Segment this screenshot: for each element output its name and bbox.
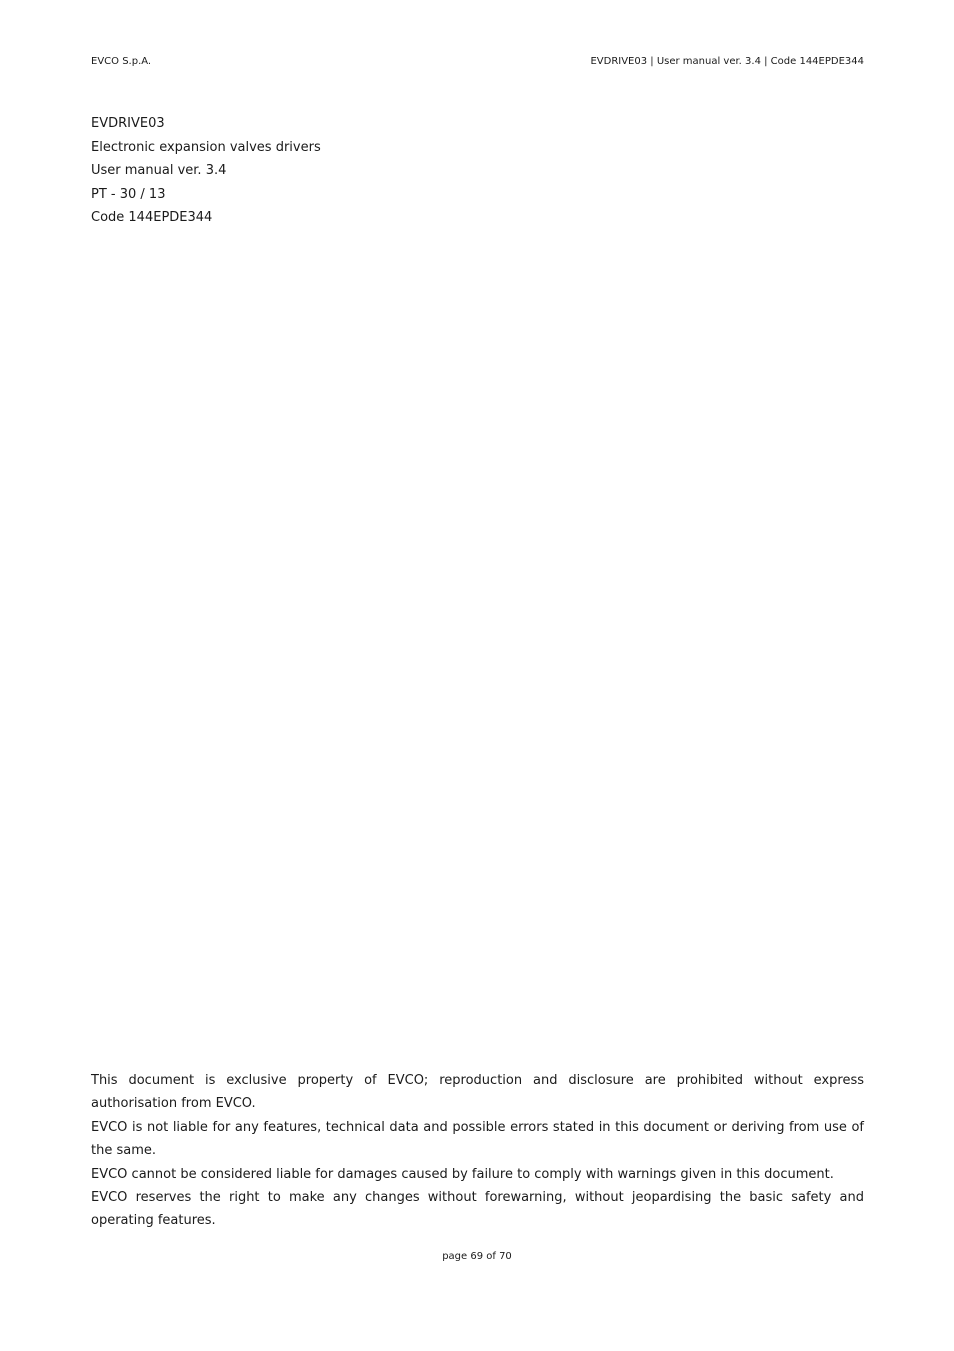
pt-number: PT - 30 / 13 [91,186,166,202]
header-document-ref: EVDRIVE03 | User manual ver. 3.4 | Code 144EPDE344 [590,56,864,67]
disclaimer [91,1069,864,1233]
disclaimer-paragraph: EVCO cannot be considered liable for damages caused by failure to comply with warnings given in this document. [91,1166,834,1182]
product-name: EVDRIVE03 [91,116,165,131]
document-code: Code 144EPDE344 [91,210,213,225]
product-description: Electronic expansion valves drivers [91,139,321,155]
page-number: page 69 of 70 [442,1251,512,1262]
title-block [91,112,321,230]
manual-version: User manual ver. 3.4 [91,163,227,178]
header-company: EVCO S.p.A. [91,56,152,67]
disclaimer-paragraph: EVCO is not liable for any features, technical data and possible errors stated in this document or deriving from use of the same. [91,1119,864,1159]
disclaimer-paragraph: EVCO reserves the right to make any changes without forewarning, without jeopardising the basic safety and operating features. [91,1190,864,1229]
disclaimer-paragraph: This document is exclusive property of EVCO; reproduction and disclosure are prohibited without express authorisation from EVCO. [91,1073,864,1112]
